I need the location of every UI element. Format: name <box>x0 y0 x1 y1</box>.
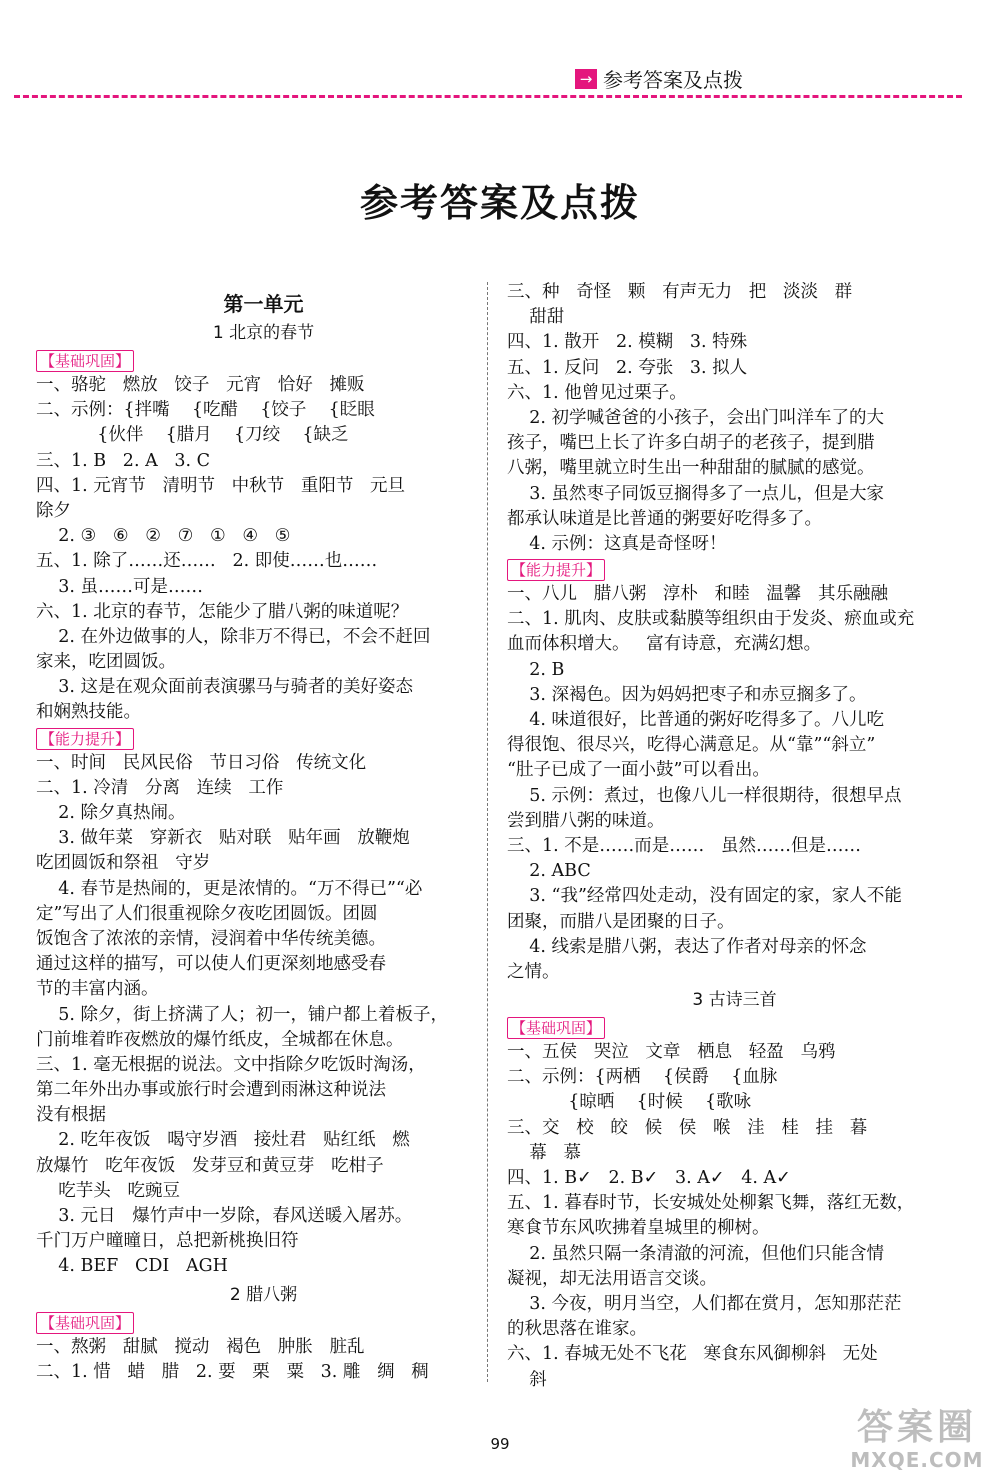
answer-line: 甜甜 <box>507 307 565 328</box>
answer-line: 4. 线索是腊八粥，表达了作者对母亲的怀念 <box>507 936 867 957</box>
answer-line: 一、八儿 腊八粥 淳朴 和睦 温馨 其乐融融 <box>507 584 888 605</box>
answer-line: 四、1. B✓ 2. B✓ 3. A✓ 4. A✓ <box>507 1168 791 1188</box>
answer-line: 二、1. 肌肉、皮肤或黏膜等组织由于发炎、瘀血或充 <box>507 609 915 630</box>
left-column <box>36 290 491 1385</box>
page-number: 99 <box>490 1435 510 1453</box>
answer-line: 的秋思落在谁家。 <box>507 1319 647 1340</box>
answer-line: 4. 春节是热闹的，更是浓情的。“万不得已”“必 <box>36 878 423 899</box>
section-tag-row <box>507 557 962 582</box>
answer-line: 血而体积增大。 富有诗意，充满幻想。 <box>507 634 822 655</box>
answer-line: 二、1. 冷清 分离 连续 工作 <box>36 777 284 798</box>
answer-line: 二、示例：{拌嘴 {吃醋 {饺子 {眨眼 <box>36 400 375 421</box>
answer-line: 一、时间 民风民俗 节日习俗 传统文化 <box>36 752 367 773</box>
answer-line: 饭饱含了浓浓的亲情，浸润着中华传统美德。 <box>36 928 386 949</box>
answer-line: 三、1. 不是……而是…… 虽然……但是…… <box>507 835 861 856</box>
answer-line: 通过这样的描写，可以使人们更深刻地感受春 <box>36 954 386 975</box>
lesson-title: 3 古诗三首 <box>692 990 777 1011</box>
answer-line: 2. 除夕真热闹。 <box>36 803 186 823</box>
answer-line: 三、种 奇怪 颗 有声无力 把 淡淡 群 <box>507 282 853 302</box>
answer-line: 5. 除夕，街上挤满了人；初一，铺户都上着板子， <box>36 1004 449 1025</box>
answer-line: 四、1. 散开 2. 模糊 3. 特殊 <box>507 332 748 353</box>
answer-line: 3. 虽然枣子同饭豆搁得多了一点儿，但是大家 <box>507 483 885 504</box>
answer-line: 和娴熟技能。 <box>36 702 141 723</box>
answer-line: 吃团圆饭和祭祖 守岁 <box>36 853 211 874</box>
answer-line: 4. 示例：这真是奇怪呀！ <box>507 533 727 554</box>
answer-line: 斜 <box>507 1369 547 1390</box>
answer-line: 除夕 <box>36 500 71 521</box>
answer-line: 都承认味道是比普通的粥要好吃得多了。 <box>507 508 822 529</box>
answer-line: 2. ABC <box>507 861 591 882</box>
answer-line: 六、1. 他曾见过栗子。 <box>507 382 687 403</box>
answer-line: 3. 今夜，明月当空，人们都在赏月，怎知那茫茫 <box>507 1293 902 1314</box>
answer-line: 一、五侯 哭泣 文章 栖息 轻盈 乌鸦 <box>507 1042 836 1063</box>
answer-line: 团聚，而腊八是团聚的日子。 <box>507 911 735 932</box>
answer-line: 2. 吃年夜饭 喝守岁酒 接灶君 贴红纸 燃 <box>36 1130 410 1151</box>
watermark-url: MXQE.COM <box>850 1448 984 1472</box>
answer-line: 五、1. 反问 2. 夸张 3. 拟人 <box>507 357 748 378</box>
section-tag-row <box>36 726 491 751</box>
answer-line: 4. 味道很好，比普通的粥好吃得多了。八儿吃 <box>507 710 885 730</box>
section-tag-row <box>36 348 491 373</box>
header-tag-label: 参考答案及点拨 <box>603 68 743 92</box>
answer-line: 3. 深褐色。因为妈妈把枣子和赤豆搁多了。 <box>507 684 867 705</box>
section-tag-row <box>507 1015 962 1040</box>
answer-line: 2. 虽然只隔一条清澈的河流，但他们只能含情 <box>507 1243 885 1264</box>
answer-line: 三、1. B 2. A 3. C <box>36 450 211 471</box>
answer-line: 三、交 校 皎 候 侯 喉 洼 桂 挂 暮 <box>507 1117 868 1138</box>
right-column <box>507 280 962 1393</box>
answer-line: 之情。 <box>507 961 560 982</box>
answer-line: 门前堆着昨夜燃放的爆竹纸皮，全城都在休息。 <box>36 1029 404 1050</box>
answer-line: 二、1. 惜 蜡 腊 2. 要 栗 粟 3. 雕 绸 稠 <box>36 1361 429 1382</box>
answer-line: “肚子已成了一面小鼓”可以看出。 <box>507 760 770 781</box>
answer-line: {晾晒 {时候 {歌咏 <box>507 1092 752 1113</box>
answer-line: 3. 这是在观众面前表演骡马与骑者的美好姿态 <box>36 677 414 698</box>
answer-line: 五、1. 除了……还…… 2. 即使……也…… <box>36 551 378 572</box>
answer-line: 凝视，却无法用语言交谈。 <box>507 1268 717 1289</box>
answer-line: 没有根据 <box>36 1105 106 1126</box>
answer-line: 2. 初学喊爸爸的小孩子，会出门叫洋车了的大 <box>507 407 885 428</box>
answer-line: 放爆竹 吃年夜饭 发芽豆和黄豆芽 吃柑子 <box>36 1155 384 1176</box>
answer-line: 孩子，嘴巴上长了许多白胡子的老孩子，提到腊 <box>507 433 875 454</box>
answer-line: 二、示例：{两栖 {侯爵 {血脉 <box>507 1067 778 1088</box>
answer-line: 定”写出了人们很重视除夕夜吃团圆饭。团圆 <box>36 903 378 924</box>
lesson-title: 2 腊八粥 <box>229 1284 298 1305</box>
lesson-title: 1 北京的春节 <box>212 323 315 343</box>
answer-line: 千门万户曈曈日，总把新桃换旧符 <box>36 1231 299 1252</box>
answer-line: 一、骆驼 燃放 饺子 元宵 恰好 摊贩 <box>36 375 365 395</box>
answer-line: 4. BEF CDI AGH <box>36 1256 228 1277</box>
answer-line: 第二年外出办事或旅行时会遭到雨淋这种说法 <box>36 1080 386 1101</box>
answer-line: 三、1. 毫无根据的说法。文中指除夕吃饭时淘汤， <box>36 1054 426 1075</box>
answer-line: 2. ③ ⑥ ② ⑦ ① ④ ⑤ <box>36 526 291 547</box>
answer-line: 节的丰富内涵。 <box>36 979 159 1000</box>
answer-line: {伙伴 {腊月 {刀绞 {缺乏 <box>36 425 349 446</box>
answer-line: 五、1. 暮春时节，长安城处处柳絮飞舞，落红无数， <box>507 1193 915 1214</box>
section-tag: 【基础巩固】 <box>507 1017 605 1039</box>
section-tag: 【能力提升】 <box>507 559 605 581</box>
answer-line: 3. 虽……可是…… <box>36 576 204 597</box>
answer-line: 3. “我”经常四处走动，没有固定的家，家人不能 <box>507 886 902 907</box>
answer-line: 六、1. 北京的春节，怎能少了腊八粥的味道呢？ <box>36 601 409 622</box>
section-tag: 【能力提升】 <box>36 728 134 750</box>
answer-line: 3. 元日 爆竹声中一岁除，春风送暖入屠苏。 <box>36 1206 413 1226</box>
answer-line: 尝到腊八粥的味道。 <box>507 810 665 831</box>
watermark-logo-text: 答案圈 <box>856 1407 977 1448</box>
answer-line: 3. 做年菜 穿新衣 贴对联 贴年画 放鞭炮 <box>36 828 410 849</box>
section-tag-row <box>36 1310 491 1335</box>
answer-line: 家来，吃团圆饭。 <box>36 652 176 673</box>
answer-line: 吃芋头 吃豌豆 <box>36 1180 180 1201</box>
answer-line: 得很饱、很尽兴，吃得心满意足。从“靠”“斜立” <box>507 735 876 756</box>
answer-line: 六、1. 春城无处不飞花 寒食东风御柳斜 无处 <box>507 1344 878 1365</box>
answer-line: 一、熬粥 甜腻 搅动 褐色 肿胀 脏乱 <box>36 1336 365 1357</box>
answer-line: 幕 慕 <box>507 1142 581 1163</box>
watermark <box>842 1408 992 1472</box>
answer-line: 八粥，嘴里就立时生出一种甜甜的腻腻的感觉。 <box>507 458 875 479</box>
section-tag: 【基础巩固】 <box>36 350 134 372</box>
answer-line: 四、1. 元宵节 清明节 中秋节 重阳节 元旦 <box>36 475 406 496</box>
answer-line: 5. 示例：煮过，也像八儿一样很期待，很想早点 <box>507 785 902 806</box>
page-title: 参考答案及点拨 <box>359 180 640 225</box>
answer-line: 2. B <box>507 659 565 680</box>
header-tag <box>575 64 743 93</box>
unit-title: 第一单元 <box>223 292 304 316</box>
arrow-icon: → <box>575 69 597 89</box>
header-dashed-rule <box>14 95 962 98</box>
section-tag: 【基础巩固】 <box>36 1312 134 1334</box>
answer-line: 寒食节东风吹拂着皇城里的柳树。 <box>507 1218 770 1239</box>
answer-line: 2. 在外边做事的人，除非万不得已，不会不赶回 <box>36 626 431 647</box>
